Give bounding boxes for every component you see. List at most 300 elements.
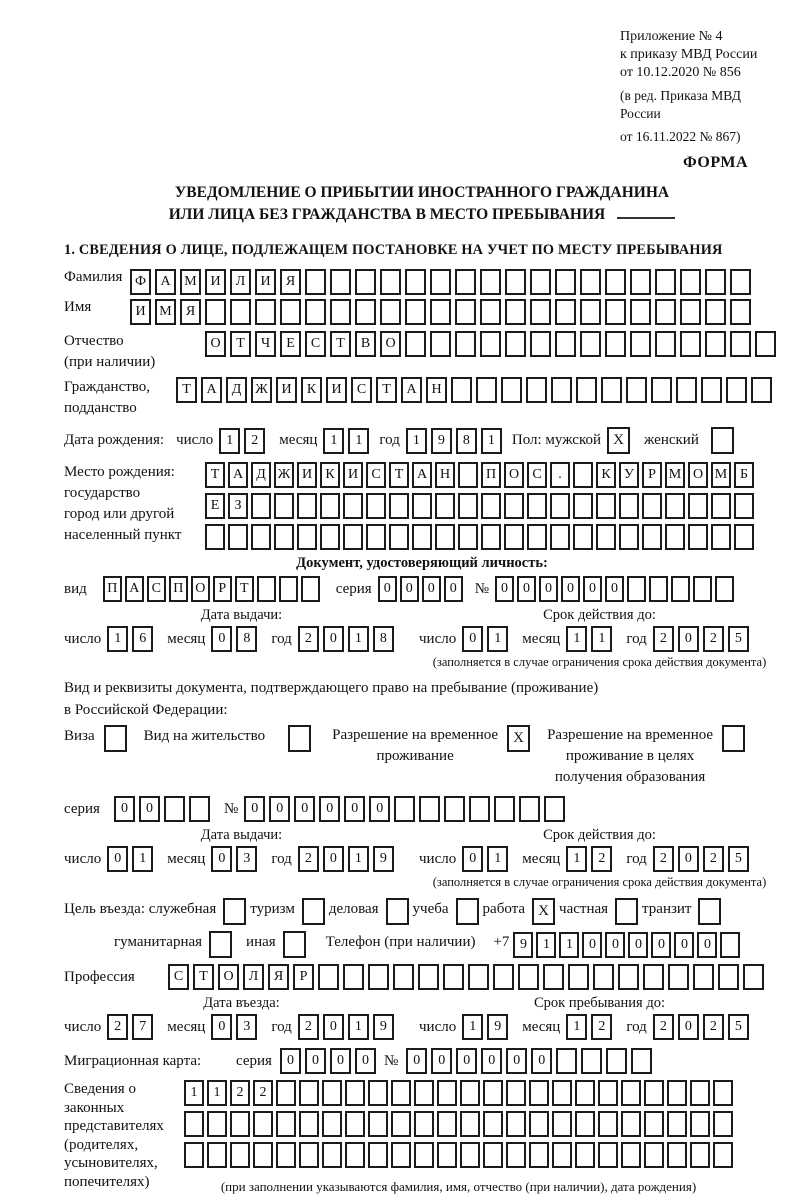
char-cell[interactable] xyxy=(483,1080,503,1106)
char-cell[interactable]: 0 xyxy=(294,796,315,822)
char-cell[interactable] xyxy=(705,299,726,325)
residence-permit-checkbox[interactable] xyxy=(288,725,311,752)
char-cell[interactable] xyxy=(529,1142,549,1168)
gender-male-checkbox[interactable]: X xyxy=(607,427,630,454)
char-cell[interactable] xyxy=(711,524,731,550)
char-cell[interactable] xyxy=(630,269,651,295)
char-cell[interactable] xyxy=(389,493,409,519)
char-cell[interactable] xyxy=(469,796,490,822)
char-cell[interactable]: 1 xyxy=(348,626,369,652)
char-cell[interactable] xyxy=(444,796,465,822)
char-cell[interactable] xyxy=(550,524,570,550)
char-cell[interactable]: 2 xyxy=(703,1014,724,1040)
char-cell[interactable]: 3 xyxy=(236,846,257,872)
char-cell[interactable] xyxy=(705,331,726,357)
char-cell[interactable] xyxy=(276,1142,296,1168)
char-cell[interactable] xyxy=(730,299,751,325)
char-cell[interactable] xyxy=(605,269,626,295)
char-cell[interactable]: Ф xyxy=(130,269,151,295)
char-cell[interactable]: Т xyxy=(330,331,351,357)
char-cell[interactable] xyxy=(705,269,726,295)
char-cell[interactable] xyxy=(494,796,515,822)
char-cell[interactable] xyxy=(455,299,476,325)
char-cell[interactable] xyxy=(580,331,601,357)
temp-permit-checkbox[interactable]: X xyxy=(507,725,530,752)
char-cell[interactable] xyxy=(568,964,589,990)
char-cell[interactable]: 8 xyxy=(373,626,394,652)
char-cell[interactable]: К xyxy=(320,462,340,488)
char-cell[interactable] xyxy=(575,1080,595,1106)
char-cell[interactable] xyxy=(506,1080,526,1106)
char-cell[interactable]: Я xyxy=(268,964,289,990)
char-cell[interactable] xyxy=(405,331,426,357)
char-cell[interactable] xyxy=(299,1111,319,1137)
char-cell[interactable] xyxy=(680,269,701,295)
char-cell[interactable] xyxy=(164,796,185,822)
char-cell[interactable] xyxy=(322,1111,342,1137)
char-cell[interactable] xyxy=(251,493,271,519)
char-cell[interactable] xyxy=(274,524,294,550)
char-cell[interactable]: 1 xyxy=(184,1080,204,1106)
char-cell[interactable] xyxy=(730,269,751,295)
char-cell[interactable]: 1 xyxy=(487,626,508,652)
char-cell[interactable] xyxy=(665,524,685,550)
char-cell[interactable]: 0 xyxy=(406,1048,427,1074)
char-cell[interactable]: Т xyxy=(176,377,197,403)
char-cell[interactable]: Р xyxy=(293,964,314,990)
char-cell[interactable] xyxy=(642,493,662,519)
char-cell[interactable]: А xyxy=(201,377,222,403)
char-cell[interactable] xyxy=(297,524,317,550)
char-cell[interactable]: П xyxy=(169,576,188,602)
char-cell[interactable]: 1 xyxy=(462,1014,483,1040)
char-cell[interactable]: С xyxy=(527,462,547,488)
char-cell[interactable]: 9 xyxy=(373,846,394,872)
char-cell[interactable] xyxy=(430,331,451,357)
char-cell[interactable] xyxy=(430,269,451,295)
char-cell[interactable]: 2 xyxy=(703,626,724,652)
char-cell[interactable]: 0 xyxy=(678,1014,699,1040)
char-cell[interactable]: 0 xyxy=(628,932,648,958)
char-cell[interactable] xyxy=(655,331,676,357)
char-cell[interactable] xyxy=(581,1048,602,1074)
char-cell[interactable]: К xyxy=(301,377,322,403)
char-cell[interactable]: У xyxy=(619,462,639,488)
char-cell[interactable]: О xyxy=(504,462,524,488)
char-cell[interactable] xyxy=(627,576,646,602)
char-cell[interactable]: 2 xyxy=(591,1014,612,1040)
char-cell[interactable] xyxy=(230,1111,250,1137)
char-cell[interactable] xyxy=(366,524,386,550)
char-cell[interactable]: 0 xyxy=(506,1048,527,1074)
char-cell[interactable]: С xyxy=(366,462,386,488)
purpose-transit-checkbox[interactable] xyxy=(698,898,721,925)
char-cell[interactable] xyxy=(460,1111,480,1137)
char-cell[interactable]: К xyxy=(596,462,616,488)
char-cell[interactable] xyxy=(414,1142,434,1168)
char-cell[interactable]: 0 xyxy=(539,576,558,602)
char-cell[interactable]: 1 xyxy=(566,626,587,652)
char-cell[interactable] xyxy=(718,964,739,990)
char-cell[interactable]: 0 xyxy=(651,932,671,958)
char-cell[interactable]: 0 xyxy=(369,796,390,822)
char-cell[interactable] xyxy=(343,493,363,519)
char-cell[interactable]: А xyxy=(125,576,144,602)
char-cell[interactable] xyxy=(642,524,662,550)
char-cell[interactable] xyxy=(550,493,570,519)
char-cell[interactable] xyxy=(380,269,401,295)
char-cell[interactable] xyxy=(676,377,697,403)
purpose-private-checkbox[interactable] xyxy=(615,898,638,925)
char-cell[interactable] xyxy=(576,377,597,403)
char-cell[interactable]: 0 xyxy=(211,1014,232,1040)
char-cell[interactable] xyxy=(451,377,472,403)
char-cell[interactable]: И xyxy=(343,462,363,488)
char-cell[interactable] xyxy=(230,299,251,325)
char-cell[interactable] xyxy=(345,1142,365,1168)
char-cell[interactable]: 1 xyxy=(536,932,556,958)
char-cell[interactable] xyxy=(598,1142,618,1168)
char-cell[interactable]: 0 xyxy=(583,576,602,602)
char-cell[interactable] xyxy=(680,331,701,357)
char-cell[interactable]: О xyxy=(205,331,226,357)
char-cell[interactable]: 9 xyxy=(431,428,452,454)
char-cell[interactable] xyxy=(649,576,668,602)
char-cell[interactable]: Т xyxy=(230,331,251,357)
char-cell[interactable]: 6 xyxy=(132,626,153,652)
char-cell[interactable] xyxy=(551,377,572,403)
purpose-official-checkbox[interactable] xyxy=(223,898,246,925)
char-cell[interactable] xyxy=(596,524,616,550)
char-cell[interactable]: Л xyxy=(230,269,251,295)
char-cell[interactable]: 2 xyxy=(298,626,319,652)
char-cell[interactable]: Д xyxy=(251,462,271,488)
char-cell[interactable] xyxy=(255,299,276,325)
char-cell[interactable] xyxy=(751,377,772,403)
char-cell[interactable]: . xyxy=(550,462,570,488)
char-cell[interactable] xyxy=(605,299,626,325)
char-cell[interactable] xyxy=(184,1111,204,1137)
char-cell[interactable]: И xyxy=(326,377,347,403)
char-cell[interactable] xyxy=(505,299,526,325)
char-cell[interactable] xyxy=(437,1111,457,1137)
char-cell[interactable] xyxy=(430,299,451,325)
char-cell[interactable] xyxy=(619,493,639,519)
char-cell[interactable]: З xyxy=(228,493,248,519)
char-cell[interactable] xyxy=(598,1111,618,1137)
char-cell[interactable]: А xyxy=(155,269,176,295)
char-cell[interactable]: А xyxy=(228,462,248,488)
char-cell[interactable] xyxy=(665,493,685,519)
char-cell[interactable]: 2 xyxy=(703,846,724,872)
char-cell[interactable] xyxy=(437,1080,457,1106)
char-cell[interactable] xyxy=(619,524,639,550)
char-cell[interactable]: 0 xyxy=(697,932,717,958)
char-cell[interactable] xyxy=(380,299,401,325)
char-cell[interactable] xyxy=(518,964,539,990)
char-cell[interactable]: 0 xyxy=(678,846,699,872)
char-cell[interactable] xyxy=(606,1048,627,1074)
char-cell[interactable] xyxy=(544,796,565,822)
char-cell[interactable]: Я xyxy=(180,299,201,325)
char-cell[interactable] xyxy=(458,524,478,550)
char-cell[interactable] xyxy=(253,1111,273,1137)
char-cell[interactable] xyxy=(343,524,363,550)
char-cell[interactable]: 9 xyxy=(487,1014,508,1040)
char-cell[interactable]: Т xyxy=(376,377,397,403)
char-cell[interactable]: П xyxy=(103,576,122,602)
char-cell[interactable]: 0 xyxy=(462,626,483,652)
char-cell[interactable]: 0 xyxy=(114,796,135,822)
char-cell[interactable]: 0 xyxy=(605,932,625,958)
char-cell[interactable]: Я xyxy=(280,269,301,295)
char-cell[interactable]: 2 xyxy=(107,1014,128,1040)
char-cell[interactable]: Л xyxy=(243,964,264,990)
char-cell[interactable] xyxy=(368,1080,388,1106)
char-cell[interactable] xyxy=(480,269,501,295)
char-cell[interactable]: 1 xyxy=(559,932,579,958)
char-cell[interactable] xyxy=(693,964,714,990)
char-cell[interactable]: 8 xyxy=(236,626,257,652)
char-cell[interactable]: Д xyxy=(226,377,247,403)
char-cell[interactable] xyxy=(276,1080,296,1106)
gender-female-checkbox[interactable] xyxy=(711,427,734,454)
char-cell[interactable] xyxy=(305,269,326,295)
char-cell[interactable]: 1 xyxy=(107,626,128,652)
char-cell[interactable] xyxy=(720,932,740,958)
char-cell[interactable] xyxy=(730,331,751,357)
char-cell[interactable]: Е xyxy=(280,331,301,357)
char-cell[interactable]: 2 xyxy=(653,846,674,872)
char-cell[interactable] xyxy=(580,299,601,325)
char-cell[interactable]: Е xyxy=(205,493,225,519)
char-cell[interactable]: 0 xyxy=(211,626,232,652)
char-cell[interactable] xyxy=(481,493,501,519)
char-cell[interactable] xyxy=(345,1111,365,1137)
char-cell[interactable]: 0 xyxy=(323,846,344,872)
char-cell[interactable]: В xyxy=(355,331,376,357)
char-cell[interactable] xyxy=(330,299,351,325)
char-cell[interactable] xyxy=(671,576,690,602)
purpose-study-checkbox[interactable] xyxy=(456,898,479,925)
char-cell[interactable]: 9 xyxy=(513,932,533,958)
char-cell[interactable]: 1 xyxy=(348,1014,369,1040)
char-cell[interactable] xyxy=(476,377,497,403)
char-cell[interactable]: 0 xyxy=(456,1048,477,1074)
char-cell[interactable]: И xyxy=(297,462,317,488)
char-cell[interactable]: 1 xyxy=(566,1014,587,1040)
char-cell[interactable]: 0 xyxy=(674,932,694,958)
char-cell[interactable] xyxy=(667,1111,687,1137)
char-cell[interactable]: М xyxy=(180,269,201,295)
char-cell[interactable]: 1 xyxy=(348,428,369,454)
char-cell[interactable] xyxy=(412,493,432,519)
char-cell[interactable] xyxy=(297,493,317,519)
char-cell[interactable]: С xyxy=(351,377,372,403)
char-cell[interactable]: 0 xyxy=(139,796,160,822)
char-cell[interactable]: И xyxy=(276,377,297,403)
char-cell[interactable] xyxy=(601,377,622,403)
char-cell[interactable] xyxy=(299,1080,319,1106)
char-cell[interactable]: 0 xyxy=(330,1048,351,1074)
char-cell[interactable] xyxy=(543,964,564,990)
char-cell[interactable]: 8 xyxy=(456,428,477,454)
char-cell[interactable]: 9 xyxy=(373,1014,394,1040)
char-cell[interactable] xyxy=(391,1080,411,1106)
char-cell[interactable]: 0 xyxy=(344,796,365,822)
char-cell[interactable]: 0 xyxy=(319,796,340,822)
char-cell[interactable] xyxy=(299,1142,319,1168)
char-cell[interactable]: 0 xyxy=(462,846,483,872)
char-cell[interactable] xyxy=(345,1080,365,1106)
char-cell[interactable]: Ж xyxy=(274,462,294,488)
char-cell[interactable] xyxy=(575,1111,595,1137)
char-cell[interactable] xyxy=(605,331,626,357)
char-cell[interactable]: 2 xyxy=(653,1014,674,1040)
char-cell[interactable] xyxy=(483,1142,503,1168)
char-cell[interactable] xyxy=(257,576,276,602)
char-cell[interactable] xyxy=(713,1080,733,1106)
char-cell[interactable]: Р xyxy=(213,576,232,602)
char-cell[interactable]: 1 xyxy=(132,846,153,872)
char-cell[interactable]: О xyxy=(218,964,239,990)
char-cell[interactable] xyxy=(366,493,386,519)
char-cell[interactable] xyxy=(506,1111,526,1137)
char-cell[interactable] xyxy=(573,462,593,488)
char-cell[interactable]: Н xyxy=(426,377,447,403)
char-cell[interactable] xyxy=(552,1142,572,1168)
char-cell[interactable] xyxy=(458,493,478,519)
char-cell[interactable]: 1 xyxy=(219,428,240,454)
char-cell[interactable] xyxy=(279,576,298,602)
char-cell[interactable]: 1 xyxy=(566,846,587,872)
char-cell[interactable] xyxy=(460,1142,480,1168)
char-cell[interactable] xyxy=(644,1142,664,1168)
visa-checkbox[interactable] xyxy=(104,725,127,752)
char-cell[interactable] xyxy=(437,1142,457,1168)
char-cell[interactable] xyxy=(418,964,439,990)
char-cell[interactable] xyxy=(530,269,551,295)
char-cell[interactable] xyxy=(391,1142,411,1168)
char-cell[interactable] xyxy=(644,1080,664,1106)
char-cell[interactable] xyxy=(493,964,514,990)
char-cell[interactable]: 0 xyxy=(517,576,536,602)
char-cell[interactable]: 0 xyxy=(378,576,397,602)
char-cell[interactable] xyxy=(530,299,551,325)
char-cell[interactable] xyxy=(667,1142,687,1168)
char-cell[interactable]: М xyxy=(711,462,731,488)
char-cell[interactable] xyxy=(455,331,476,357)
char-cell[interactable] xyxy=(481,524,501,550)
char-cell[interactable] xyxy=(405,269,426,295)
char-cell[interactable] xyxy=(301,576,320,602)
char-cell[interactable] xyxy=(330,269,351,295)
char-cell[interactable]: 0 xyxy=(431,1048,452,1074)
char-cell[interactable]: 2 xyxy=(253,1080,273,1106)
char-cell[interactable]: О xyxy=(688,462,708,488)
char-cell[interactable]: 2 xyxy=(591,846,612,872)
purpose-humanitarian-checkbox[interactable] xyxy=(209,931,232,958)
char-cell[interactable] xyxy=(573,493,593,519)
char-cell[interactable] xyxy=(368,964,389,990)
char-cell[interactable] xyxy=(575,1142,595,1168)
char-cell[interactable]: 1 xyxy=(348,846,369,872)
char-cell[interactable] xyxy=(318,964,339,990)
char-cell[interactable] xyxy=(668,964,689,990)
char-cell[interactable] xyxy=(680,299,701,325)
char-cell[interactable] xyxy=(621,1111,641,1137)
char-cell[interactable] xyxy=(555,299,576,325)
char-cell[interactable]: 0 xyxy=(444,576,463,602)
char-cell[interactable]: И xyxy=(205,269,226,295)
char-cell[interactable]: 0 xyxy=(211,846,232,872)
char-cell[interactable]: 0 xyxy=(561,576,580,602)
char-cell[interactable] xyxy=(320,493,340,519)
char-cell[interactable] xyxy=(555,331,576,357)
char-cell[interactable]: 0 xyxy=(355,1048,376,1074)
char-cell[interactable]: 0 xyxy=(678,626,699,652)
char-cell[interactable]: 0 xyxy=(481,1048,502,1074)
char-cell[interactable] xyxy=(644,1111,664,1137)
char-cell[interactable] xyxy=(667,1080,687,1106)
char-cell[interactable]: 0 xyxy=(531,1048,552,1074)
char-cell[interactable] xyxy=(505,269,526,295)
char-cell[interactable]: 2 xyxy=(230,1080,250,1106)
char-cell[interactable] xyxy=(573,524,593,550)
char-cell[interactable] xyxy=(205,524,225,550)
char-cell[interactable]: 0 xyxy=(323,1014,344,1040)
char-cell[interactable] xyxy=(230,1142,250,1168)
purpose-work-checkbox[interactable]: X xyxy=(532,898,555,925)
char-cell[interactable]: С xyxy=(147,576,166,602)
char-cell[interactable]: 1 xyxy=(591,626,612,652)
char-cell[interactable] xyxy=(184,1142,204,1168)
char-cell[interactable] xyxy=(688,493,708,519)
char-cell[interactable] xyxy=(690,1142,710,1168)
char-cell[interactable]: 0 xyxy=(280,1048,301,1074)
char-cell[interactable] xyxy=(419,796,440,822)
char-cell[interactable] xyxy=(556,1048,577,1074)
char-cell[interactable]: М xyxy=(155,299,176,325)
char-cell[interactable]: 1 xyxy=(487,846,508,872)
char-cell[interactable]: Ж xyxy=(251,377,272,403)
char-cell[interactable] xyxy=(483,1111,503,1137)
char-cell[interactable] xyxy=(458,462,478,488)
char-cell[interactable] xyxy=(394,796,415,822)
char-cell[interactable] xyxy=(506,1142,526,1168)
char-cell[interactable] xyxy=(519,796,540,822)
char-cell[interactable] xyxy=(320,524,340,550)
char-cell[interactable] xyxy=(505,331,526,357)
char-cell[interactable] xyxy=(530,331,551,357)
char-cell[interactable] xyxy=(405,299,426,325)
purpose-other-checkbox[interactable] xyxy=(283,931,306,958)
char-cell[interactable] xyxy=(713,1142,733,1168)
char-cell[interactable] xyxy=(726,377,747,403)
char-cell[interactable] xyxy=(343,964,364,990)
char-cell[interactable] xyxy=(655,269,676,295)
char-cell[interactable] xyxy=(389,524,409,550)
char-cell[interactable] xyxy=(743,964,764,990)
char-cell[interactable]: 1 xyxy=(207,1080,227,1106)
char-cell[interactable] xyxy=(552,1080,572,1106)
char-cell[interactable]: 5 xyxy=(728,1014,749,1040)
char-cell[interactable]: М xyxy=(665,462,685,488)
char-cell[interactable] xyxy=(527,493,547,519)
char-cell[interactable] xyxy=(552,1111,572,1137)
char-cell[interactable]: О xyxy=(380,331,401,357)
char-cell[interactable] xyxy=(205,299,226,325)
